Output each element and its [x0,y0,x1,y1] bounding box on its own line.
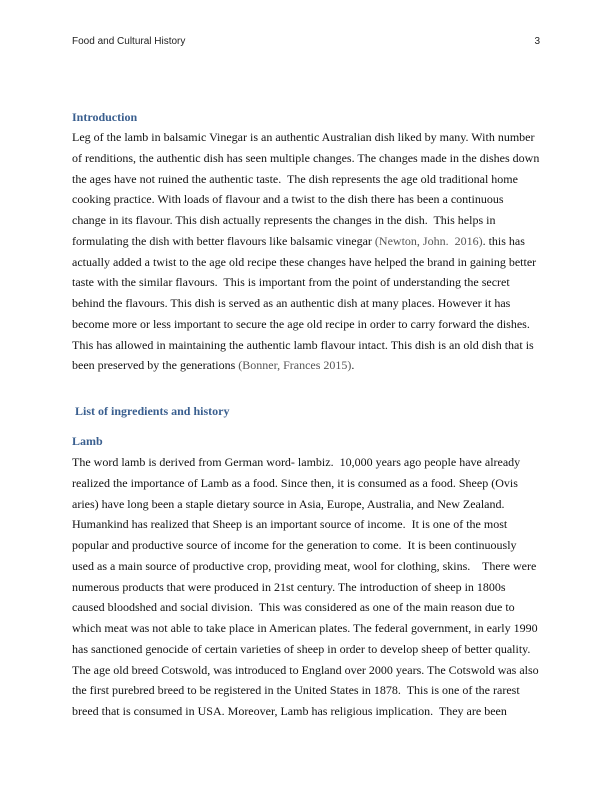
text-line [72,473,539,494]
text-line [72,293,539,314]
text-line [72,272,539,293]
text-run: breed that is consumed in USA. Moreover, Lamb has religious implication. They are been [72,704,507,718]
text-line [72,556,539,577]
text-run: of renditions, the authentic dish has seen multiple changes. The changes made in the dishes down [72,150,540,165]
text-run: been preserved by the generations [72,358,239,373]
heading-introduction: Introduction [72,110,138,124]
text-run: Humankind has realized that Sheep is an important source of income. It is one of the most [72,517,508,532]
lamb-paragraph [72,452,539,722]
text-run: . [351,358,355,373]
text-run: Leg of the lamb in balsamic Vinegar is an authentic Australian dish liked by many. With number [72,130,535,144]
text-run: actually added a twist to the age old recipe these changes have helped the brand in gaining better [72,254,537,269]
text-run: The word lamb is derived from German word- lambiz. 10,000 years ago people have already [72,455,521,469]
page-number: 3 [534,36,540,47]
text-run: formulating the dish with better flavours like balsamic vinegar [72,233,375,248]
introduction-paragraph [72,127,539,376]
text-run: cooking practice. With loads of flavour and a twist to the dish there has been a continuous [72,192,504,207]
text-run: used as a main source of productive crop, providing meat, wool for clothing, skins. There were [72,558,537,573]
text-line [72,701,539,722]
text-run: popular and productive source of income for the generation to come. It is been continuously [72,538,517,552]
text-run: This has allowed in maintaining the authentic lamb flavour intact. This dish is an old dish that is [72,337,534,352]
text-line [72,252,539,273]
text-line [72,494,539,515]
text-run: behind the flavours. This dish is served as an authentic dish at many places. However it has [72,296,511,310]
text-run: caused bloodshed and social division. This was considered as one of the main reason due to [72,600,515,615]
text-line [72,355,539,376]
running-header-title: Food and Cultural History [72,36,186,47]
text-run: realized the importance of Lamb as a food. Since then, it is consumed as a food. Sheep (Ovis [72,475,518,490]
text-line [72,680,539,701]
text-run: become more or less important to secure the age old recipe in order to carry forward the dishes. [72,316,530,331]
text-run: the ages have not ruined the authentic taste. The dish represents the age old traditional home [72,171,518,186]
text-run: numerous products that were produced in 21st century. The introduction of sheep in 1800s [72,579,506,594]
text-run: the first purebred breed to be registered in the United States in 1878. This is one of the rarest [72,683,520,698]
text-run: The age old breed Cotswold, was introduced to England over 2000 years. The Cotswold was also [72,662,539,677]
text-line [72,169,539,190]
text-line [72,535,539,556]
text-line [72,452,539,473]
text-run: aries) have long been a staple dietary source in Asia, Europe, Australia, and New Zealand. [72,496,505,511]
text-line [72,189,539,210]
text-line [72,660,539,681]
citation: (Newton, John. 2016) [374,233,483,248]
citation: (Bonner, Frances 2015) [238,358,352,373]
text-run: taste with the similar flavours. This is important from the point of understanding the secret [72,275,510,290]
text-line [72,577,539,598]
text-line [72,514,539,535]
text-line [72,231,539,252]
heading-lamb: Lamb [72,434,103,448]
text-line [72,210,539,231]
text-line [72,597,539,618]
text-run: which meat was not able to take place in American plates. The federal government, in early 1990 [72,621,538,635]
text-run: change in its flavour. This dish actually represents the changes in the dish. This helps in [72,213,496,227]
text-run: has sanctioned genocide of certain varieties of sheep in order to develop sheep of better quality. [72,641,531,656]
heading-ingredients: List of ingredients and history [72,404,230,418]
text-line [72,148,539,169]
text-line [72,335,539,356]
text-line [72,639,539,660]
text-line [72,314,539,335]
text-line [72,127,539,148]
text-line [72,618,539,639]
text-run: . this has [482,233,525,248]
